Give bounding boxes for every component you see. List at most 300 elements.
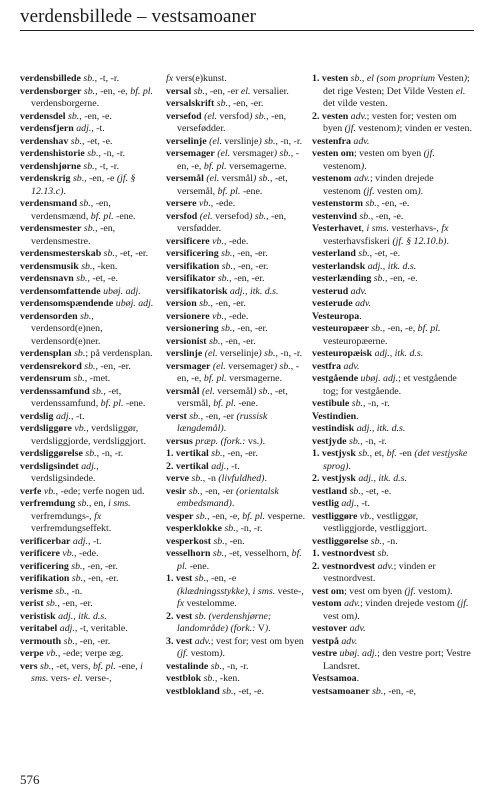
entry-definition: sb., -t, -r. [83, 73, 120, 84]
entry-headword: vesteuropæisk [312, 348, 373, 359]
dictionary-entry [166, 461, 308, 474]
entry-definition: adv. [355, 298, 372, 309]
entry-headword: verdslig [20, 410, 54, 422]
entry-headword: vestjyde [312, 435, 347, 447]
entry-definition: sb., verdensord(e)nen, verdensord(e)ner. [31, 310, 103, 347]
entry-headword: vestliggørelse [312, 535, 369, 547]
dictionary-entry [20, 73, 162, 86]
dictionary-entry [20, 148, 162, 161]
entry-definition: sb., -en, -e (jf. § 12.13.c). [31, 173, 136, 197]
entry-headword: vestland [312, 485, 348, 497]
entry-headword: vesterud [312, 285, 349, 297]
entry-headword: verselinje [166, 135, 207, 147]
dictionary-entry [20, 386, 162, 411]
dictionary-entry [166, 661, 308, 674]
entry-headword: verdensmand [20, 198, 78, 209]
dictionary-entry [312, 248, 472, 261]
column-1 [20, 73, 162, 686]
entry-definition: sb., -en, -er. [211, 448, 258, 459]
entry-definition: adv. [353, 135, 370, 147]
entry-definition: sb., -et, -er. [103, 248, 149, 259]
dictionary-entry [166, 411, 308, 436]
entry-definition: sb., -en, -e, bf. pl. vesteuropæerne. [323, 323, 441, 347]
entry-headword: vesper [166, 510, 194, 522]
dictionary-entry [166, 386, 308, 411]
dictionary-entry [166, 148, 308, 173]
entry-definition: (el. verselinje) sb., -n, -r. [204, 348, 303, 359]
entry-definition: sb., el (som proprium Vesten); det rige Vesten; Det Vilde Vesten el. det vilde vesten. [323, 73, 470, 109]
entry-definition: sb., -en, -er (orientalsk embedsmand). [177, 485, 279, 509]
entry-definition: sb., -et, -e. [349, 485, 392, 497]
dictionary-entry [166, 86, 308, 99]
dictionary-entry [312, 561, 472, 586]
entry-definition: fx vers(e)kunst. [166, 73, 227, 84]
entry-headword: 2. vestjysk [312, 473, 356, 484]
entry-headword: vestibule [312, 398, 350, 409]
entry-definition: sb., -en, -e, bf. pl. verdensborgerne. [31, 85, 154, 109]
entry-definition: (el. versmål) sb., -et, versemål, bf. pl. -ene. [177, 173, 288, 197]
entry-definition: sb., -t, -r. [83, 160, 120, 172]
dictionary-entry [20, 623, 162, 636]
dictionary-entry [20, 223, 162, 248]
entry-headword: vesterude [312, 298, 353, 309]
dictionary-entry [166, 448, 308, 461]
entry-definition: adj., itk. d.s. [229, 285, 279, 297]
entry-headword: 2. vesten [312, 110, 349, 122]
entry-definition: sb., -n. [370, 535, 398, 547]
entry-definition: sb., -en. [213, 535, 245, 547]
entry-headword: vestpå [312, 635, 339, 647]
entry-definition: sb. [377, 548, 389, 559]
entry-definition: (el. versmager) sb., -en, -e, bf. pl. versemagerne. [177, 148, 299, 172]
dictionary-entry [20, 586, 162, 599]
entry-definition: . [356, 673, 360, 684]
entry-headword: verdensmusik [20, 260, 79, 272]
entry-headword: vesteuropæer [312, 323, 369, 334]
dictionary-entry [166, 211, 308, 236]
dictionary-entry [166, 511, 308, 524]
entry-headword: versmager [166, 360, 211, 372]
entry-headword: 2. vest [166, 610, 193, 622]
entry-definition: sb., -en, -e. [68, 110, 112, 122]
entry-headword: vestalinde [166, 660, 209, 672]
entry-headword: vestgående [312, 373, 359, 384]
dictionary-entry [312, 373, 472, 398]
entry-headword: Vestindien [312, 410, 357, 422]
entry-headword: vesterlandsk [312, 260, 366, 272]
entry-definition: sb., -en, -er (russisk længdemål). [177, 410, 268, 434]
dictionary-entry [312, 548, 472, 561]
entry-headword: verfremdung [20, 498, 76, 509]
entry-definition: sb., -en, -er. [221, 260, 269, 272]
entry-definition: ubøj. adj. [115, 298, 154, 309]
entry-headword: vermouth [20, 635, 62, 647]
entry-definition: sb., -n (livfuldhed). [191, 473, 267, 484]
entry-headword: 1. vertikal [166, 448, 209, 459]
entry-headword: verdensmesterskab [20, 248, 102, 259]
dictionary-entry [312, 323, 472, 348]
entry-definition: sb., -et, -e. [222, 685, 264, 697]
dictionary-entry [166, 348, 308, 361]
dictionary-entry [166, 173, 308, 198]
dictionary-entry [312, 73, 472, 111]
dictionary-entry [166, 286, 308, 299]
dictionary-entry [166, 73, 308, 86]
dictionary-entry [166, 536, 308, 549]
entry-definition: adv.; vest for; vest om byen (jf. vestom). [177, 635, 304, 659]
dictionary-entry [166, 486, 308, 511]
entry-headword: vestliggøre [312, 510, 358, 522]
entry-definition: (el. versemager) sb., -en, -e, bf. pl. versmagerne. [177, 360, 300, 384]
entry-headword: vesperkost [166, 535, 211, 547]
dictionary-entry [20, 461, 162, 486]
dictionary-entry [20, 311, 162, 349]
entry-definition: sb., -et, vesselhorn, bf. pl. -ene. [177, 548, 302, 572]
dictionary-entry [166, 473, 308, 486]
dictionary-entry [20, 636, 162, 649]
entry-headword: vestsamoaner [312, 685, 370, 697]
entry-definition: ; vesten om byen (jf. vestenom). [323, 148, 435, 172]
entry-definition: . [356, 410, 359, 422]
dictionary-entry [312, 448, 472, 473]
entry-definition: ubøj. adj.; den vestre port; Vestre Landsret. [323, 648, 471, 672]
dictionary-entry [166, 361, 308, 386]
entry-headword: verdensfjern [20, 123, 74, 134]
dictionary-entry [20, 561, 162, 574]
entry-definition: sb., -en, -e (klædningsstykke), i sms. veste-, fx vestelomme. [177, 573, 304, 609]
entry-definition: sb.; på verdensplan. [74, 348, 153, 359]
entry-definition: vb., -ede. [212, 235, 249, 247]
entry-headword: verdensdel [20, 110, 66, 122]
entry-headword: versionering [166, 323, 219, 334]
dictionary-entry [20, 261, 162, 274]
entry-definition: sb., -en, -er. [221, 248, 268, 259]
dictionary-entry [166, 336, 308, 349]
entry-headword: versere [166, 198, 197, 209]
entry-definition: sb., -en, -er. [71, 560, 118, 572]
dictionary-entry [20, 411, 162, 424]
entry-definition: sb., -en, -er. [84, 360, 131, 372]
entry-definition: sb., en, i sms. verfremdungs-, fx verfremdungseffekt. [31, 498, 131, 534]
entry-definition: sb., et, bf. -en (det vestjyske sprog). [323, 448, 468, 472]
dictionary-entry [312, 111, 472, 136]
entry-definition: , i sms. vesterhavs-, fx vesterhavsfiskeri (jf. § 12.10.b). [323, 223, 449, 247]
dictionary-entry [20, 173, 162, 198]
entry-headword: verdsliggørelse [20, 448, 83, 459]
entry-headword: verdensrum [20, 373, 72, 384]
dictionary-entry [312, 211, 472, 224]
entry-headword: vesterland [312, 248, 356, 259]
entry-definition: adj., itk. d.s. [367, 260, 417, 272]
entry-definition: vb., verdsliggør, verdsliggjorde, verdsliggjort. [31, 423, 146, 447]
dictionary-entry [166, 273, 308, 286]
dictionary-entry [166, 311, 308, 324]
dictionary-entry [20, 198, 162, 223]
entry-headword: verificering [20, 560, 69, 572]
entry-definition: sb., -et, vers, bf. pl. -ene, i sms. vers- el. verse-, [31, 660, 143, 684]
entry-definition: sb., -n, -r. [224, 523, 263, 534]
entry-headword: verdensmester [20, 223, 82, 234]
entry-definition: adj., itk. d.s. [356, 423, 406, 434]
dictionary-entry [20, 248, 162, 261]
entry-headword: versal [166, 85, 192, 97]
dictionary-entry [166, 248, 308, 261]
dictionary-entry [312, 648, 472, 673]
entry-headword: vestindisk [312, 423, 355, 434]
entry-definition: vb., -ede. [62, 548, 99, 559]
entry-definition: ; vest om byen (jf. vestom). [344, 585, 453, 597]
entry-headword: 1. vest [166, 573, 193, 584]
entry-headword: vestover [312, 623, 348, 634]
dictionary-entry [20, 373, 162, 386]
entry-definition: sb., -en, -e, [372, 685, 416, 697]
entry-definition: sb., -et, -e. [358, 248, 401, 259]
entry-definition: sb., -en, -e. [365, 198, 410, 209]
entry-headword: verdensbillede [20, 73, 81, 84]
entry-definition: sb., -n. [55, 585, 83, 597]
entry-headword: vestenfra [312, 135, 351, 147]
entry-headword: verdensborger [20, 85, 82, 97]
dictionary-entry [312, 223, 472, 248]
entry-definition: adv. [349, 623, 366, 634]
entry-headword: verifikation [20, 573, 70, 584]
dictionary-entry [20, 548, 162, 561]
dictionary-entry [312, 273, 472, 286]
entry-definition: adj., verdsligsindede. [31, 460, 99, 484]
dictionary-entry [20, 598, 162, 611]
entry-definition: sb., -en, -er el. versalier. [193, 85, 289, 97]
page-number: 576 [20, 772, 40, 787]
entry-definition: sb., -en, -er. [217, 273, 265, 284]
entry-definition: adv. [350, 285, 367, 297]
entry-headword: versalskrift [166, 98, 215, 109]
dictionary-entry [166, 136, 308, 149]
dictionary-entry [312, 311, 472, 324]
entry-definition: adv.; vesten for; vesten om byen (jf. vestenom); vinden er vesten. [323, 110, 472, 134]
dictionary-entry [166, 111, 308, 136]
entry-headword: verst [166, 410, 187, 422]
entry-headword: versefod [166, 110, 202, 122]
dictionary-entry [166, 548, 308, 573]
entry-definition: sb., -en, -er. [216, 98, 264, 109]
entry-headword: 1. vestnordvest [312, 548, 376, 559]
entry-headword: vestblokland [166, 685, 220, 697]
header-rule [20, 30, 474, 31]
dictionary-entry [312, 636, 472, 649]
entry-headword: 2. vertikal [166, 460, 209, 472]
entry-headword: veritabel [20, 623, 58, 634]
entry-definition: sb., -en, -e, bf. pl. vesperne. [195, 510, 306, 522]
entry-headword: verdensrekord [20, 360, 82, 372]
entry-headword: Vesteuropa [312, 310, 360, 322]
dictionary-entry [312, 586, 472, 599]
entry-headword: vers [20, 660, 38, 672]
entry-definition: adj., -t. [341, 498, 370, 509]
entry-headword: verdenshistorie [20, 148, 85, 159]
entry-headword: versifikator [166, 273, 216, 284]
entry-headword: versifikation [166, 260, 220, 272]
dictionary-entry [312, 261, 472, 274]
dictionary-entry [312, 398, 472, 411]
entry-definition: sb., -ken. [203, 673, 240, 684]
dictionary-entry [166, 236, 308, 249]
dictionary-entry [166, 611, 308, 636]
dictionary-entry [166, 198, 308, 211]
entry-definition: adj., -t. [55, 410, 85, 422]
entry-definition: sb., -et, verdenssamfund, bf. pl. -ene. [31, 385, 146, 409]
entry-headword: verdensomfattende [20, 285, 101, 297]
entry-headword: verdenshav [20, 135, 69, 147]
dictionary-entry [312, 298, 472, 311]
entry-definition: sb., -n, -r. [210, 660, 249, 672]
entry-headword: versionere [166, 310, 210, 322]
entry-definition: sb., -en, -e. [359, 210, 404, 222]
entry-headword: 1. vesten [312, 73, 349, 84]
dictionary-entry [20, 161, 162, 174]
entry-headword: vestfra [312, 360, 342, 372]
entry-definition: (el. verslinje) sb., -n, -r. [209, 135, 303, 147]
dictionary-entry [312, 411, 472, 424]
entry-headword: vestlig [312, 498, 339, 509]
entry-headword: vesir [166, 485, 187, 497]
entry-headword: versemager [166, 148, 215, 159]
dictionary-entry [312, 173, 472, 198]
entry-definition: sb., -en, -er. [71, 573, 119, 584]
dictionary-entry [312, 198, 472, 211]
entry-headword: 1. vestjysk [312, 448, 356, 459]
entry-headword: verpe [20, 648, 44, 659]
entry-headword: verificerbar [20, 535, 71, 547]
entry-definition: sb., -en, -er. [199, 298, 246, 309]
dictionary-entry [312, 673, 472, 686]
entry-definition: vb., -ede. [212, 310, 249, 322]
entry-headword: verdensnavn [20, 273, 74, 284]
entry-headword: verisme [20, 585, 53, 597]
entry-headword: vestenstorm [312, 198, 364, 209]
dictionary-entry [312, 486, 472, 499]
entry-headword: verdenshjørne [20, 160, 81, 172]
dictionary-entry [166, 323, 308, 336]
entry-headword: versionist [166, 335, 207, 347]
dictionary-entry [20, 498, 162, 536]
dictionary-entry [20, 661, 162, 686]
entry-headword: versmål [166, 385, 200, 397]
dictionary-entry [312, 686, 472, 699]
dictionary-entry [312, 536, 472, 549]
entry-headword: vestre [312, 648, 338, 659]
dictionary-entry [166, 261, 308, 274]
dictionary-entry [312, 511, 472, 536]
page-running-head: verdensbillede – vestsamoaner [20, 6, 257, 27]
dictionary-entry [312, 498, 472, 511]
entry-definition: sb., -en, -er. [209, 335, 256, 347]
entry-definition: sb., -et, -e. [76, 273, 118, 284]
dictionary-entry [312, 348, 472, 361]
entry-definition: adj., -t, veritable. [59, 623, 128, 634]
dictionary-entry [312, 423, 472, 436]
entry-definition: sb., -en, -er. [63, 635, 111, 647]
entry-headword: Vesterhavet [312, 223, 362, 234]
entry-headword: verdensomspændende [20, 298, 114, 309]
entry-definition: sb., -en, verdensmestre. [31, 223, 116, 247]
entry-headword: versificering [166, 248, 219, 259]
entry-definition: sb., -ken. [81, 260, 118, 272]
entry-definition: (el. versfod) sb., -en, versefødder. [177, 110, 287, 134]
entry-definition: sb. (verdenshjørne; landområde) (fork.: V). [177, 610, 272, 634]
entry-headword: verve [166, 473, 190, 484]
dictionary-entry [20, 611, 162, 624]
entry-definition: sb., -n, -r. [349, 435, 387, 447]
dictionary-entry [20, 573, 162, 586]
dictionary-entry [312, 286, 472, 299]
dictionary-entry [20, 361, 162, 374]
entry-definition: ubøj. adj. [103, 285, 141, 297]
dictionary-entry [20, 86, 162, 111]
entry-definition: sb., -n, -r. [351, 398, 390, 409]
entry-headword: verdensplan [20, 348, 72, 359]
entry-headword: verslinje [166, 348, 203, 359]
entry-definition: (el. versemål) sb., -et, versmål, bf. pl. -ene. [177, 385, 288, 409]
entry-definition: . [359, 310, 362, 322]
entry-definition: adv. [341, 635, 358, 647]
dictionary-entry [312, 436, 472, 449]
entry-headword: Vestsamoa [312, 673, 357, 684]
dictionary-entry [20, 648, 162, 661]
entry-definition: adj., itk. d.s. [58, 610, 107, 622]
entry-headword: vest om [312, 585, 345, 597]
entry-headword: vesselhorn [166, 548, 211, 559]
dictionary-entry [166, 573, 308, 611]
entry-headword: verist [20, 598, 44, 609]
entry-definition: adv. [343, 360, 360, 372]
dictionary-entry [20, 536, 162, 549]
entry-definition: adj., -t. [76, 123, 105, 134]
entry-definition: vb., -ede; verpe æg. [46, 648, 124, 659]
entry-headword: vestenom [312, 173, 352, 184]
dictionary-entry [166, 636, 308, 661]
dictionary-entry [20, 136, 162, 149]
entry-definition: sb., -en, -er. [46, 598, 93, 609]
entry-headword: versfod [166, 210, 198, 222]
entry-definition: sb., -en, -e. [373, 273, 418, 284]
entry-definition: adv.; vinden er vestnordvest. [323, 560, 436, 584]
dictionary-entry [20, 123, 162, 136]
entry-definition: adj., -t. [211, 460, 240, 472]
entry-headword: verdenssamfund [20, 385, 90, 397]
entry-definition: præp. (fork.: vs.). [195, 435, 266, 447]
entry-definition: sb., -et, -e. [70, 135, 113, 147]
entry-definition: adv.; vinden drejede vestom (jf. vest om). [323, 598, 469, 622]
dictionary-entry [312, 623, 472, 636]
entry-headword: verdsliggøre [20, 423, 72, 434]
dictionary-entry [20, 273, 162, 286]
dictionary-entry [166, 673, 308, 686]
column-3 [312, 73, 472, 698]
entry-definition: vb., -ede; verfe nogen ud. [43, 485, 145, 497]
entry-headword: verfe [20, 485, 42, 497]
entry-definition: adj., itk. d.s. [374, 348, 424, 359]
entry-headword: vesten om [312, 148, 354, 159]
entry-headword: veristisk [20, 610, 56, 622]
entry-definition: sb., -n, -r. [87, 148, 126, 159]
dictionary-entry [20, 298, 162, 311]
entry-definition: sb., -n, -r. [85, 448, 124, 459]
entry-definition: adj., itk. d.s. [358, 473, 407, 484]
entry-headword: versus [166, 435, 193, 447]
entry-headword: vestblok [166, 673, 202, 684]
dictionary-entry [312, 148, 472, 173]
dictionary-entry [20, 286, 162, 299]
